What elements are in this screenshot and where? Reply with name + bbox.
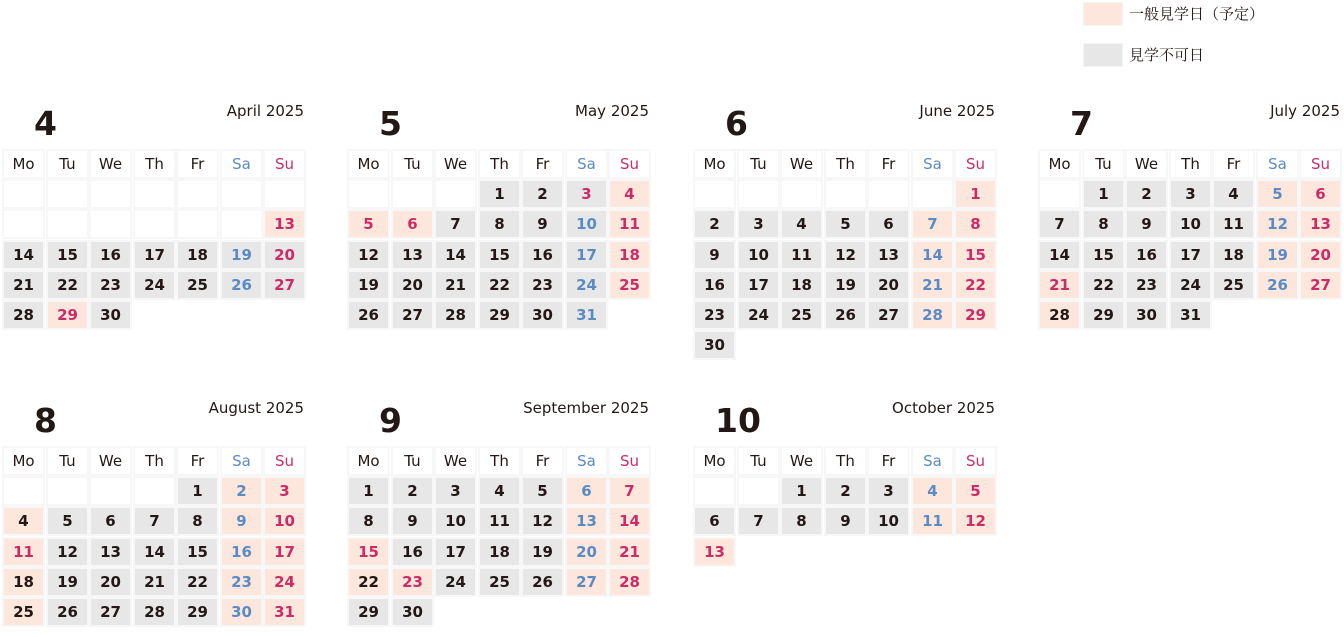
day-cell: 7 (1038, 209, 1081, 239)
day-cell: 30 (521, 300, 564, 330)
day-cell: 18 (780, 270, 823, 300)
day-cell: 7 (608, 476, 651, 506)
day-cell: 18 (608, 240, 651, 270)
day-cell: 17 (434, 537, 477, 567)
legend-label-open-day: 一般見学日（予定） (1129, 5, 1265, 23)
day-cell: 22 (954, 270, 997, 300)
weekday-header: Mo (693, 149, 736, 179)
month-title: July 2025 (1270, 102, 1340, 120)
day-cell: 1 (780, 476, 823, 506)
day-cell: 13 (263, 209, 306, 239)
empty-day-cell (220, 179, 263, 209)
day-cell: 21 (2, 270, 45, 300)
day-cell: 26 (46, 597, 89, 627)
weekday-header: Tu (737, 149, 780, 179)
day-cell: 13 (89, 537, 132, 567)
day-cell: 18 (478, 537, 521, 567)
day-cell: 13 (565, 506, 608, 536)
day-cell: 11 (780, 240, 823, 270)
weekday-header: Su (954, 446, 997, 476)
day-cell: 27 (867, 300, 910, 330)
day-cell: 15 (1082, 240, 1125, 270)
day-cell: 24 (737, 300, 780, 330)
weekday-header: Th (824, 149, 867, 179)
day-cell: 19 (521, 537, 564, 567)
day-cell: 2 (220, 476, 263, 506)
day-cell: 5 (954, 476, 997, 506)
empty-day-cell (780, 179, 823, 209)
day-cell: 5 (347, 209, 390, 239)
weekday-header: We (89, 149, 132, 179)
empty-day-cell (391, 179, 434, 209)
day-cell: 12 (1256, 209, 1299, 239)
day-cell: 9 (1125, 209, 1168, 239)
weekday-header: We (780, 446, 823, 476)
day-cell: 25 (2, 597, 45, 627)
day-cell: 10 (263, 506, 306, 536)
day-cell: 28 (1038, 300, 1081, 330)
day-cell: 29 (176, 597, 219, 627)
day-cell: 10 (565, 209, 608, 239)
empty-day-cell (693, 179, 736, 209)
weekday-header: Tu (46, 446, 89, 476)
weekday-header: Mo (347, 149, 390, 179)
legend-swatch-closed-day (1083, 43, 1123, 67)
day-cell: 26 (220, 270, 263, 300)
day-cell: 25 (478, 567, 521, 597)
weekday-header: Su (1299, 149, 1342, 179)
day-cell: 27 (1299, 270, 1342, 300)
day-cell: 13 (693, 537, 736, 567)
day-cell: 14 (911, 240, 954, 270)
empty-day-cell (693, 476, 736, 506)
month-number: 8 (34, 401, 57, 440)
weekday-header: We (434, 149, 477, 179)
day-cell: 30 (89, 300, 132, 330)
day-cell: 2 (693, 209, 736, 239)
day-cell: 12 (46, 537, 89, 567)
day-cell: 4 (1212, 179, 1255, 209)
day-cell: 30 (220, 597, 263, 627)
day-cell: 27 (391, 300, 434, 330)
day-cell: 20 (391, 270, 434, 300)
day-cell: 3 (565, 179, 608, 209)
day-cell: 23 (391, 567, 434, 597)
day-cell: 21 (911, 270, 954, 300)
day-cell: 11 (478, 506, 521, 536)
day-cell: 26 (824, 300, 867, 330)
day-cell: 9 (391, 506, 434, 536)
day-cell: 5 (1256, 179, 1299, 209)
day-cell: 6 (1299, 179, 1342, 209)
day-cell: 25 (176, 270, 219, 300)
month-number: 10 (715, 401, 761, 440)
day-cell: 21 (434, 270, 477, 300)
day-cell: 7 (434, 209, 477, 239)
weekday-header: Sa (220, 446, 263, 476)
day-cell: 29 (46, 300, 89, 330)
empty-day-cell (824, 179, 867, 209)
day-cell: 20 (1299, 240, 1342, 270)
weekday-header: Sa (565, 446, 608, 476)
empty-day-cell (867, 179, 910, 209)
day-cell: 29 (347, 597, 390, 627)
day-cell: 2 (1125, 179, 1168, 209)
weekday-header: Mo (2, 446, 45, 476)
weekday-header: Th (478, 446, 521, 476)
day-cell: 8 (347, 506, 390, 536)
weekday-header: Tu (391, 446, 434, 476)
empty-day-cell (133, 476, 176, 506)
day-cell: 22 (1082, 270, 1125, 300)
day-cell: 24 (434, 567, 477, 597)
day-cell: 10 (737, 240, 780, 270)
day-cell: 5 (46, 506, 89, 536)
day-cell: 26 (521, 567, 564, 597)
day-cell: 6 (867, 209, 910, 239)
day-cell: 24 (133, 270, 176, 300)
day-cell: 2 (824, 476, 867, 506)
day-cell: 19 (824, 270, 867, 300)
month-title: June 2025 (919, 102, 995, 120)
day-cell: 9 (693, 240, 736, 270)
day-cell: 19 (46, 567, 89, 597)
empty-day-cell (89, 179, 132, 209)
day-cell: 15 (478, 240, 521, 270)
day-cell: 6 (89, 506, 132, 536)
day-cell: 27 (565, 567, 608, 597)
day-cell: 7 (737, 506, 780, 536)
day-cell: 14 (1038, 240, 1081, 270)
empty-day-cell (220, 209, 263, 239)
day-cell: 28 (2, 300, 45, 330)
day-cell: 8 (176, 506, 219, 536)
day-cell: 8 (478, 209, 521, 239)
day-cell: 17 (565, 240, 608, 270)
day-cell: 30 (693, 330, 736, 360)
day-cell: 30 (1125, 300, 1168, 330)
day-cell: 21 (133, 567, 176, 597)
weekday-header: Su (263, 149, 306, 179)
day-cell: 3 (263, 476, 306, 506)
day-cell: 12 (521, 506, 564, 536)
weekday-header: Tu (46, 149, 89, 179)
day-cell: 22 (478, 270, 521, 300)
weekday-header: Mo (347, 446, 390, 476)
day-cell: 16 (391, 537, 434, 567)
day-cell: 11 (911, 506, 954, 536)
day-cell: 9 (220, 506, 263, 536)
empty-day-cell (263, 179, 306, 209)
day-cell: 3 (867, 476, 910, 506)
month-number: 4 (34, 104, 57, 143)
weekday-header: Mo (1038, 149, 1081, 179)
day-cell: 20 (263, 240, 306, 270)
day-cell: 14 (434, 240, 477, 270)
weekday-header: Fr (1212, 149, 1255, 179)
day-cell: 12 (347, 240, 390, 270)
day-cell: 18 (2, 567, 45, 597)
weekday-header: Sa (1256, 149, 1299, 179)
day-cell: 22 (347, 567, 390, 597)
day-cell: 13 (391, 240, 434, 270)
day-cell: 5 (824, 209, 867, 239)
day-cell: 16 (693, 270, 736, 300)
day-cell: 24 (263, 567, 306, 597)
day-cell: 4 (2, 506, 45, 536)
day-cell: 28 (434, 300, 477, 330)
day-cell: 7 (911, 209, 954, 239)
day-cell: 4 (478, 476, 521, 506)
day-cell: 26 (347, 300, 390, 330)
month-number: 5 (379, 104, 402, 143)
empty-day-cell (2, 209, 45, 239)
day-cell: 20 (565, 537, 608, 567)
empty-day-cell (89, 476, 132, 506)
day-cell: 3 (1169, 179, 1212, 209)
month-number: 9 (379, 401, 402, 440)
empty-day-cell (89, 209, 132, 239)
empty-day-cell (46, 209, 89, 239)
weekday-header: Th (824, 446, 867, 476)
day-cell: 6 (391, 209, 434, 239)
day-cell: 25 (608, 270, 651, 300)
weekday-header: Su (263, 446, 306, 476)
day-cell: 12 (824, 240, 867, 270)
day-cell: 19 (220, 240, 263, 270)
day-cell: 24 (565, 270, 608, 300)
day-cell: 1 (1082, 179, 1125, 209)
day-cell: 11 (1212, 209, 1255, 239)
day-cell: 17 (263, 537, 306, 567)
day-cell: 23 (521, 270, 564, 300)
empty-day-cell (2, 179, 45, 209)
month-title: August 2025 (208, 399, 304, 417)
day-cell: 11 (608, 209, 651, 239)
day-cell: 25 (780, 300, 823, 330)
day-cell: 9 (824, 506, 867, 536)
day-cell: 19 (347, 270, 390, 300)
day-cell: 2 (521, 179, 564, 209)
day-cell: 1 (954, 179, 997, 209)
day-cell: 17 (1169, 240, 1212, 270)
weekday-header: Su (608, 149, 651, 179)
day-cell: 2 (391, 476, 434, 506)
weekday-header: We (1125, 149, 1168, 179)
day-cell: 21 (608, 537, 651, 567)
day-cell: 8 (780, 506, 823, 536)
weekday-header: Fr (176, 446, 219, 476)
day-cell: 1 (347, 476, 390, 506)
day-cell: 14 (2, 240, 45, 270)
empty-day-cell (176, 179, 219, 209)
day-cell: 22 (176, 567, 219, 597)
day-cell: 14 (133, 537, 176, 567)
day-cell: 16 (521, 240, 564, 270)
empty-day-cell (176, 209, 219, 239)
day-cell: 31 (1169, 300, 1212, 330)
month-title: May 2025 (575, 102, 649, 120)
month-number: 6 (725, 104, 748, 143)
day-cell: 22 (46, 270, 89, 300)
day-cell: 28 (911, 300, 954, 330)
month-title: September 2025 (523, 399, 649, 417)
weekday-header: Mo (693, 446, 736, 476)
day-cell: 8 (954, 209, 997, 239)
weekday-header: Fr (176, 149, 219, 179)
day-cell: 28 (133, 597, 176, 627)
empty-day-cell (2, 476, 45, 506)
day-cell: 24 (1169, 270, 1212, 300)
day-cell: 31 (263, 597, 306, 627)
day-cell: 1 (478, 179, 521, 209)
day-cell: 6 (693, 506, 736, 536)
weekday-header: Fr (521, 446, 564, 476)
weekday-header: We (89, 446, 132, 476)
day-cell: 5 (521, 476, 564, 506)
day-cell: 18 (176, 240, 219, 270)
day-cell: 4 (608, 179, 651, 209)
day-cell: 6 (565, 476, 608, 506)
weekday-header: Fr (867, 149, 910, 179)
day-cell: 16 (89, 240, 132, 270)
day-cell: 21 (1038, 270, 1081, 300)
day-cell: 15 (954, 240, 997, 270)
day-cell: 17 (737, 270, 780, 300)
day-cell: 15 (176, 537, 219, 567)
day-cell: 19 (1256, 240, 1299, 270)
day-cell: 15 (46, 240, 89, 270)
day-cell: 8 (1082, 209, 1125, 239)
weekday-header: Mo (2, 149, 45, 179)
day-cell: 30 (391, 597, 434, 627)
weekday-header: We (434, 446, 477, 476)
day-cell: 23 (220, 567, 263, 597)
day-cell: 1 (176, 476, 219, 506)
day-cell: 23 (693, 300, 736, 330)
month-number: 7 (1070, 104, 1093, 143)
empty-day-cell (347, 179, 390, 209)
day-cell: 27 (89, 597, 132, 627)
legend-label-closed-day: 見学不可日 (1129, 46, 1205, 64)
weekday-header: Th (133, 446, 176, 476)
empty-day-cell (46, 179, 89, 209)
empty-day-cell (737, 476, 780, 506)
weekday-header: Tu (737, 446, 780, 476)
weekday-header: Fr (521, 149, 564, 179)
day-cell: 23 (1125, 270, 1168, 300)
day-cell: 3 (737, 209, 780, 239)
day-cell: 26 (1256, 270, 1299, 300)
empty-day-cell (737, 179, 780, 209)
legend-swatch-open-day (1083, 2, 1123, 26)
weekday-header: Tu (391, 149, 434, 179)
weekday-header: Su (608, 446, 651, 476)
day-cell: 10 (1169, 209, 1212, 239)
day-cell: 23 (89, 270, 132, 300)
weekday-header: Sa (565, 149, 608, 179)
empty-day-cell (133, 209, 176, 239)
day-cell: 25 (1212, 270, 1255, 300)
day-cell: 3 (434, 476, 477, 506)
day-cell: 10 (434, 506, 477, 536)
day-cell: 4 (780, 209, 823, 239)
day-cell: 4 (911, 476, 954, 506)
day-cell: 29 (1082, 300, 1125, 330)
day-cell: 7 (133, 506, 176, 536)
weekday-header: Su (954, 149, 997, 179)
empty-day-cell (46, 476, 89, 506)
day-cell: 12 (954, 506, 997, 536)
day-cell: 9 (521, 209, 564, 239)
day-cell: 29 (478, 300, 521, 330)
weekday-header: Fr (867, 446, 910, 476)
weekday-header: Th (1169, 149, 1212, 179)
day-cell: 28 (608, 567, 651, 597)
day-cell: 31 (565, 300, 608, 330)
day-cell: 20 (89, 567, 132, 597)
day-cell: 29 (954, 300, 997, 330)
month-title: April 2025 (226, 102, 304, 120)
weekday-header: Th (133, 149, 176, 179)
day-cell: 16 (1125, 240, 1168, 270)
empty-day-cell (133, 179, 176, 209)
day-cell: 17 (133, 240, 176, 270)
empty-day-cell (434, 179, 477, 209)
weekday-header: Th (478, 149, 521, 179)
weekday-header: Sa (220, 149, 263, 179)
day-cell: 27 (263, 270, 306, 300)
day-cell: 16 (220, 537, 263, 567)
weekday-header: Sa (911, 446, 954, 476)
day-cell: 15 (347, 537, 390, 567)
day-cell: 13 (1299, 209, 1342, 239)
day-cell: 18 (1212, 240, 1255, 270)
day-cell: 20 (867, 270, 910, 300)
empty-day-cell (911, 179, 954, 209)
weekday-header: We (780, 149, 823, 179)
month-title: October 2025 (892, 399, 995, 417)
day-cell: 14 (608, 506, 651, 536)
day-cell: 10 (867, 506, 910, 536)
day-cell: 13 (867, 240, 910, 270)
empty-day-cell (1038, 179, 1081, 209)
weekday-header: Sa (911, 149, 954, 179)
weekday-header: Tu (1082, 149, 1125, 179)
day-cell: 11 (2, 537, 45, 567)
